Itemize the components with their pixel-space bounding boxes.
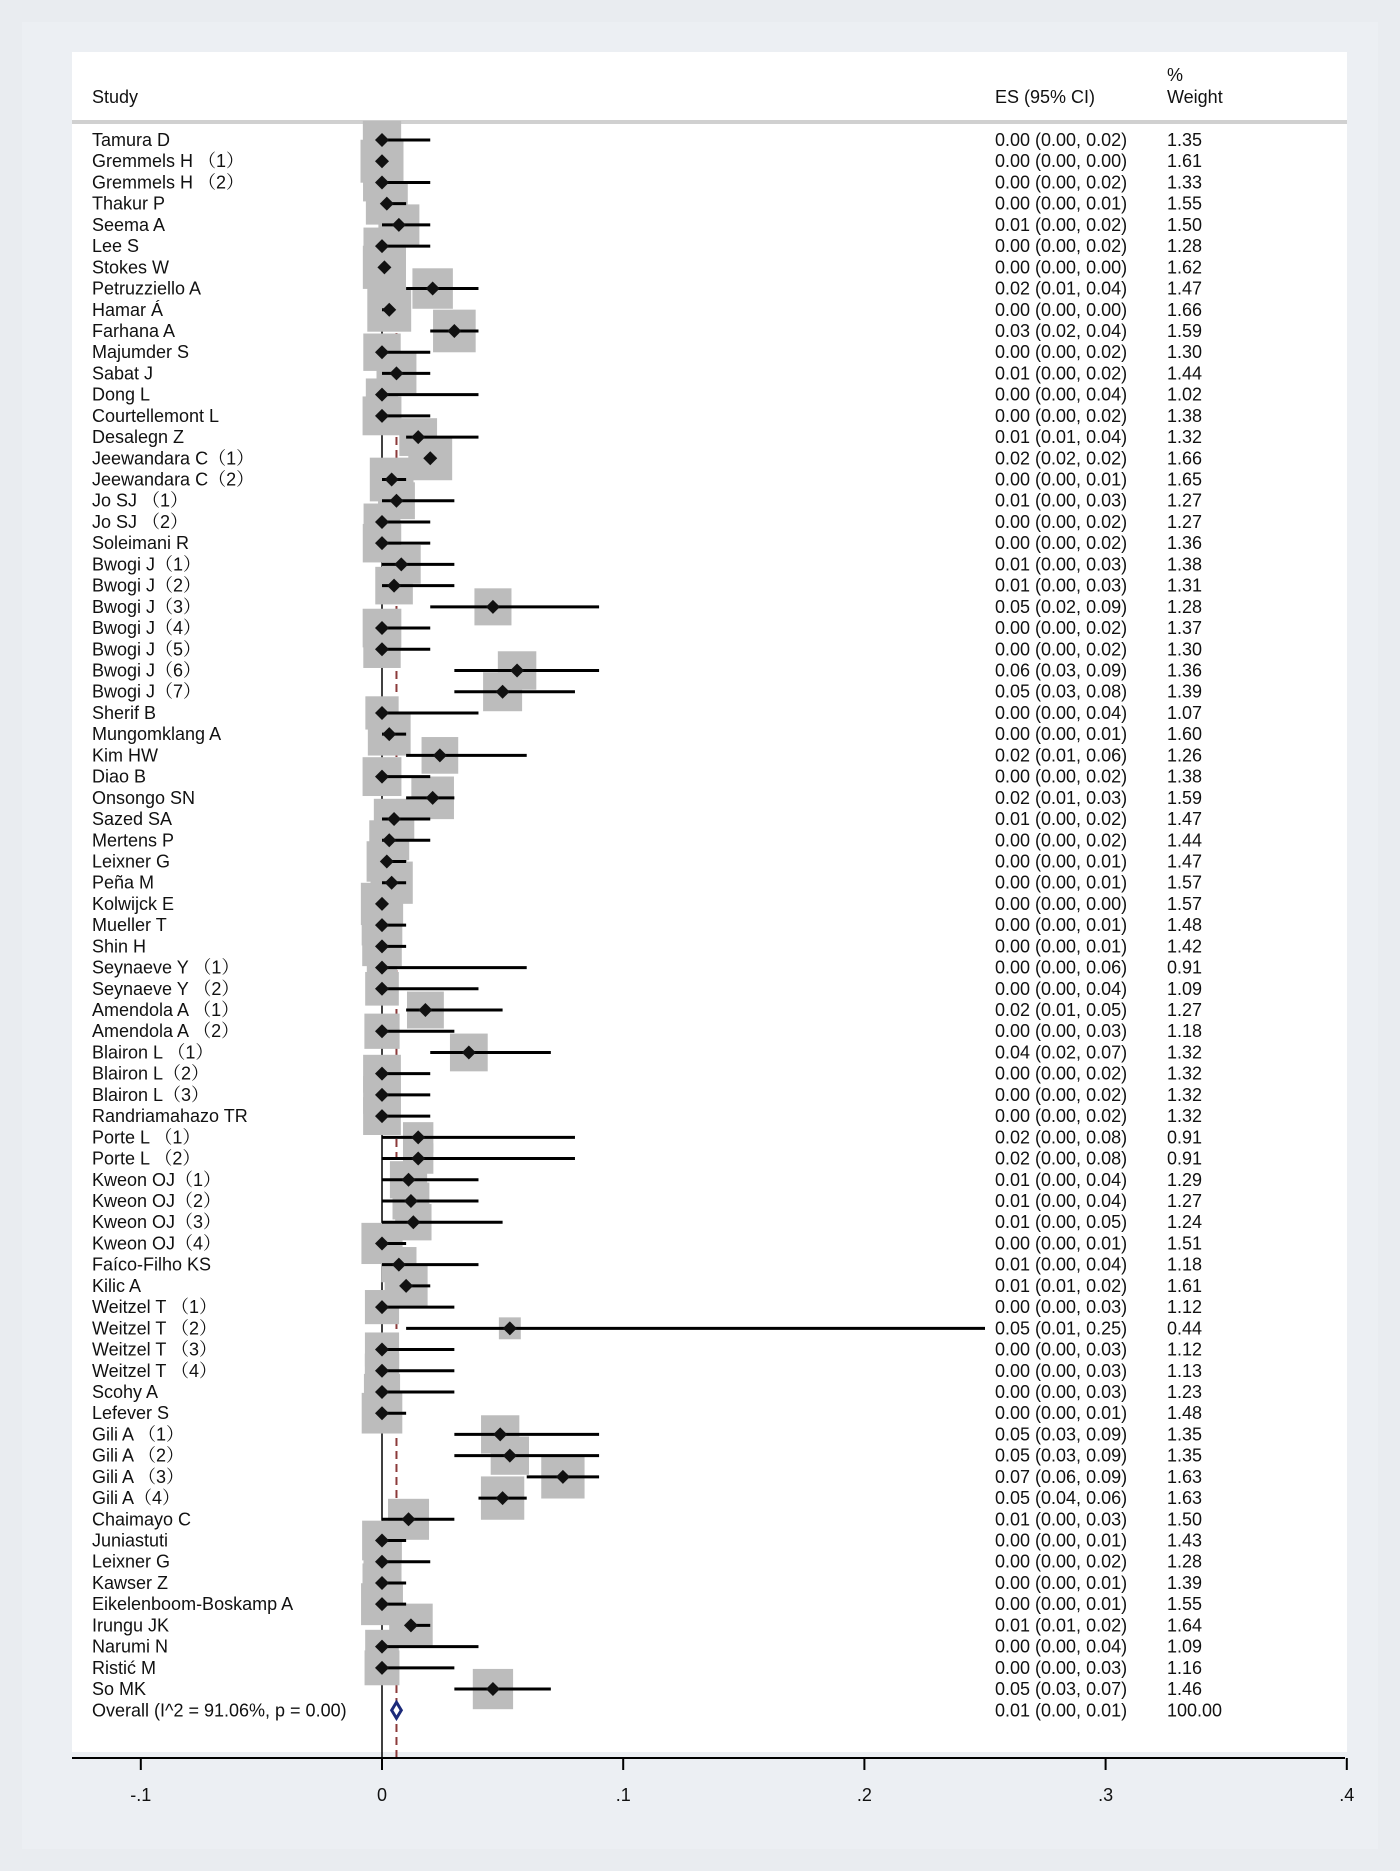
es-ci-text: 0.01 (0.00, 0.03) <box>995 1509 1128 1530</box>
overall-weight-text: 100.00 <box>1167 1700 1223 1721</box>
study-label: Weitzel T （2） <box>92 1318 218 1339</box>
weight-text: 1.27 <box>1167 1191 1203 1211</box>
weight-text: 1.39 <box>1167 681 1203 702</box>
study-label: Ristić M <box>92 1657 156 1678</box>
x-tick-label: .2 <box>856 1785 872 1805</box>
weight-text: 1.48 <box>1167 915 1203 936</box>
weight-text: 1.27 <box>1167 490 1203 511</box>
study-label: Gili A （1） <box>92 1424 185 1445</box>
study-label: Kolwijck E <box>92 893 175 914</box>
weight-text: 1.59 <box>1167 320 1203 341</box>
study-label: Blairon L（3） <box>92 1084 210 1105</box>
es-ci-text: 0.00 (0.00, 0.04) <box>995 1636 1128 1657</box>
study-label: Lefever S <box>92 1403 170 1424</box>
study-label: Weitzel T （1） <box>92 1297 218 1318</box>
header-weight-pct: % <box>1167 65 1184 85</box>
weight-text: 1.48 <box>1167 1403 1203 1424</box>
es-ci-text: 0.00 (0.00, 0.06) <box>995 957 1128 978</box>
weight-text: 1.64 <box>1167 1615 1203 1636</box>
weight-text: 1.31 <box>1167 575 1203 596</box>
es-ci-text: 0.00 (0.00, 0.02) <box>995 405 1128 426</box>
weight-text: 1.09 <box>1167 1636 1203 1657</box>
study-label: Jeewandara C（2） <box>92 469 255 490</box>
x-tick-label: .4 <box>1339 1785 1355 1805</box>
study-label: Bwogi J（7） <box>92 681 202 702</box>
weight-text: 1.12 <box>1167 1297 1203 1318</box>
study-label: Leixner G <box>92 1551 171 1572</box>
es-ci-text: 0.01 (0.00, 0.02) <box>995 214 1128 235</box>
study-label: Kweon OJ（3） <box>92 1212 222 1233</box>
weight-text: 1.57 <box>1167 893 1203 914</box>
weight-text: 1.32 <box>1167 427 1203 448</box>
es-ci-text: 0.04 (0.02, 0.07) <box>995 1042 1128 1063</box>
study-label: Stokes W <box>92 257 170 278</box>
x-axis <box>72 1758 1354 1805</box>
study-label: Thakur P <box>92 193 166 214</box>
study-label: Blairon L （1） <box>92 1042 214 1063</box>
study-label: Chaimayo C <box>92 1509 192 1530</box>
es-ci-text: 0.05 (0.04, 0.06) <box>995 1488 1128 1509</box>
es-ci-text: 0.00 (0.00, 0.00) <box>995 151 1128 172</box>
weight-text: 1.57 <box>1167 872 1203 893</box>
es-ci-text: 0.00 (0.00, 0.01) <box>995 915 1128 936</box>
study-label: Majumder S <box>92 342 190 363</box>
study-label: Lee S <box>92 236 140 257</box>
es-ci-text: 0.00 (0.00, 0.01) <box>995 1233 1128 1254</box>
es-ci-texts <box>995 130 1127 1699</box>
weight-text: 1.13 <box>1167 1360 1203 1381</box>
study-label: Kawser Z <box>92 1572 169 1593</box>
weight-text: 1.36 <box>1167 533 1203 554</box>
study-label: Gili A （3） <box>92 1466 185 1487</box>
study-label: Bwogi J（3） <box>92 596 202 617</box>
weight-text: 1.63 <box>1167 1466 1203 1487</box>
weight-text: 1.32 <box>1167 1042 1203 1063</box>
x-tick-label: -.1 <box>130 1785 152 1805</box>
study-label: Porte L （2） <box>92 1148 201 1169</box>
es-ci-text: 0.00 (0.00, 0.02) <box>995 830 1128 851</box>
es-ci-text: 0.00 (0.00, 0.02) <box>995 639 1128 660</box>
es-ci-text: 0.00 (0.00, 0.01) <box>995 1594 1128 1615</box>
x-tick-label: .3 <box>1098 1785 1114 1805</box>
study-label: Porte L （1） <box>92 1127 201 1148</box>
header-study: Study <box>92 87 139 107</box>
es-ci-text: 0.05 (0.02, 0.09) <box>995 596 1128 617</box>
es-ci-text: 0.00 (0.00, 0.01) <box>995 872 1128 893</box>
study-label: Shin H <box>92 936 147 957</box>
es-ci-text: 0.00 (0.00, 0.00) <box>995 893 1128 914</box>
weight-text: 1.16 <box>1167 1657 1203 1678</box>
es-ci-text: 0.01 (0.01, 0.04) <box>995 427 1128 448</box>
weight-text: 1.43 <box>1167 1530 1203 1551</box>
es-ci-text: 0.05 (0.03, 0.07) <box>995 1679 1128 1700</box>
weight-text: 1.39 <box>1167 1572 1203 1593</box>
es-ci-text: 0.05 (0.03, 0.09) <box>995 1424 1128 1445</box>
study-label: Gremmels H （1） <box>92 151 245 172</box>
study-label: Kweon OJ（2） <box>92 1191 222 1211</box>
es-ci-text: 0.00 (0.00, 0.01) <box>995 193 1128 214</box>
study-label: Soleimani R <box>92 533 190 554</box>
weight-text: 1.33 <box>1167 172 1203 193</box>
weight-text: 1.38 <box>1167 554 1203 575</box>
study-label: Gili A（4） <box>92 1488 181 1509</box>
es-ci-text: 0.03 (0.02, 0.04) <box>995 320 1128 341</box>
study-label: Bwogi J（5） <box>92 639 202 660</box>
study-label: Gili A （2） <box>92 1445 185 1466</box>
es-ci-text: 0.02 (0.02, 0.02) <box>995 448 1128 469</box>
es-ci-text: 0.00 (0.00, 0.02) <box>995 1063 1128 1084</box>
es-ci-text: 0.02 (0.00, 0.08) <box>995 1127 1128 1148</box>
es-ci-text: 0.01 (0.01, 0.02) <box>995 1275 1128 1296</box>
study-label: Kilic A <box>92 1275 142 1296</box>
weight-text: 1.26 <box>1167 745 1203 766</box>
es-ci-text: 0.00 (0.00, 0.00) <box>995 257 1128 278</box>
study-label: Kweon OJ（1） <box>92 1169 222 1190</box>
es-ci-text: 0.00 (0.00, 0.03) <box>995 1657 1128 1678</box>
weight-text: 1.55 <box>1167 193 1203 214</box>
weight-text: 1.27 <box>1167 1000 1203 1021</box>
es-ci-text: 0.00 (0.00, 0.01) <box>995 1530 1128 1551</box>
study-label: Bwogi J（1） <box>92 554 202 575</box>
weight-text: 1.02 <box>1167 384 1203 405</box>
weight-text: 1.50 <box>1167 1509 1203 1530</box>
study-label: Irungu JK <box>92 1615 170 1636</box>
study-label: Blairon L（2） <box>92 1063 210 1084</box>
es-ci-text: 0.00 (0.00, 0.02) <box>995 1084 1128 1105</box>
weight-text: 1.59 <box>1167 787 1203 808</box>
weight-text: 0.91 <box>1167 1148 1203 1169</box>
es-ci-text: 0.00 (0.00, 0.01) <box>995 936 1128 957</box>
study-label: Desalegn Z <box>92 427 185 448</box>
weight-text: 1.07 <box>1167 702 1203 723</box>
study-label: Bwogi J（2） <box>92 575 202 596</box>
es-ci-text: 0.02 (0.01, 0.04) <box>995 278 1128 299</box>
study-label: Mertens P <box>92 830 175 851</box>
weight-text: 1.09 <box>1167 978 1203 999</box>
es-ci-text: 0.00 (0.00, 0.01) <box>995 851 1128 872</box>
weight-text: 1.28 <box>1167 596 1203 617</box>
weight-text: 1.24 <box>1167 1212 1203 1233</box>
weight-text: 1.30 <box>1167 639 1203 660</box>
study-label: Leixner G <box>92 851 171 872</box>
x-tick-label: .1 <box>615 1785 631 1805</box>
es-ci-text: 0.00 (0.00, 0.01) <box>995 1572 1128 1593</box>
es-ci-text: 0.02 (0.01, 0.05) <box>995 1000 1128 1021</box>
study-label: Scohy A <box>92 1381 159 1402</box>
study-label: Weitzel T （3） <box>92 1339 218 1360</box>
study-label: Bwogi J（6） <box>92 660 202 681</box>
es-ci-text: 0.00 (0.00, 0.02) <box>995 511 1128 532</box>
study-label: Weitzel T （4） <box>92 1360 218 1381</box>
weight-text: 1.47 <box>1167 278 1203 299</box>
study-label: Courtellemont L <box>92 405 220 426</box>
weight-text: 1.35 <box>1167 130 1203 150</box>
weight-text: 1.55 <box>1167 1594 1203 1615</box>
weight-text: 1.65 <box>1167 469 1203 490</box>
weight-text: 1.66 <box>1167 448 1203 469</box>
es-ci-text: 0.07 (0.06, 0.09) <box>995 1466 1128 1487</box>
weight-text: 1.23 <box>1167 1381 1203 1402</box>
study-label: Peña M <box>92 872 155 893</box>
weight-text: 1.47 <box>1167 809 1203 830</box>
es-ci-text: 0.00 (0.00, 0.02) <box>995 1106 1128 1127</box>
es-ci-text: 0.01 (0.00, 0.03) <box>995 490 1128 511</box>
weight-text: 1.30 <box>1167 342 1203 363</box>
es-ci-text: 0.05 (0.03, 0.08) <box>995 681 1128 702</box>
es-ci-text: 0.02 (0.01, 0.06) <box>995 745 1128 766</box>
es-ci-text: 0.00 (0.00, 0.02) <box>995 172 1128 193</box>
weight-text: 1.66 <box>1167 299 1203 320</box>
study-label: Amendola A （1） <box>92 1000 240 1021</box>
study-label: Onsongo SN <box>92 787 196 808</box>
weight-text: 1.12 <box>1167 1339 1203 1360</box>
es-ci-text: 0.02 (0.00, 0.08) <box>995 1148 1128 1169</box>
weight-text: 1.18 <box>1167 1021 1203 1042</box>
weight-text: 1.62 <box>1167 257 1203 278</box>
es-ci-text: 0.01 (0.00, 0.02) <box>995 363 1128 384</box>
study-label: Sabat J <box>92 363 154 384</box>
es-ci-text: 0.00 (0.00, 0.02) <box>995 766 1128 787</box>
es-ci-text: 0.01 (0.00, 0.04) <box>995 1169 1128 1190</box>
es-ci-text: 0.06 (0.03, 0.09) <box>995 660 1128 681</box>
weight-text: 1.27 <box>1167 511 1203 532</box>
weight-text: 1.63 <box>1167 1488 1203 1509</box>
es-ci-text: 0.00 (0.00, 0.03) <box>995 1360 1128 1381</box>
study-label: Seema A <box>92 214 166 235</box>
study-label: Jeewandara C（1） <box>92 448 255 469</box>
study-label: Amendola A （2） <box>92 1021 240 1042</box>
weight-text: 1.51 <box>1167 1233 1203 1254</box>
es-ci-text: 0.00 (0.00, 0.01) <box>995 724 1128 745</box>
study-label: Seynaeve Y （2） <box>92 978 240 999</box>
es-ci-text: 0.01 (0.00, 0.03) <box>995 554 1128 575</box>
weight-text: 1.60 <box>1167 724 1203 745</box>
study-label: Eikelenboom-Boskamp A <box>92 1594 294 1615</box>
es-ci-text: 0.00 (0.00, 0.03) <box>995 1339 1128 1360</box>
weight-text: 1.47 <box>1167 851 1203 872</box>
study-label: So MK <box>92 1679 147 1700</box>
weight-text: 1.37 <box>1167 618 1203 639</box>
weight-text: 0.91 <box>1167 1127 1203 1148</box>
study-label: Jo SJ （1） <box>92 490 189 511</box>
es-ci-text: 0.00 (0.00, 0.03) <box>995 1021 1128 1042</box>
study-label: Randriamahazo TR <box>92 1106 248 1127</box>
weight-text: 1.18 <box>1167 1254 1203 1275</box>
study-label: Farhana A <box>92 320 176 341</box>
weight-text: 1.50 <box>1167 214 1203 235</box>
weight-text: 1.46 <box>1167 1679 1203 1700</box>
es-ci-text: 0.00 (0.00, 0.04) <box>995 384 1128 405</box>
weight-text: 0.44 <box>1167 1318 1203 1339</box>
study-label: Juniastuti <box>92 1530 169 1551</box>
weight-text: 1.42 <box>1167 936 1203 957</box>
overall-es-text: 0.01 (0.00, 0.01) <box>995 1700 1128 1721</box>
study-label: Jo SJ （2） <box>92 511 189 532</box>
x-tick-label: 0 <box>376 1785 388 1805</box>
es-ci-text: 0.00 (0.00, 0.00) <box>995 299 1128 320</box>
es-ci-text: 0.00 (0.00, 0.02) <box>995 618 1128 639</box>
es-ci-text: 0.00 (0.00, 0.04) <box>995 978 1128 999</box>
es-ci-text: 0.00 (0.00, 0.01) <box>995 1403 1128 1424</box>
es-ci-text: 0.05 (0.03, 0.09) <box>995 1445 1128 1466</box>
study-label: Petruzziello A <box>92 278 202 299</box>
plot-panel <box>72 52 1347 1752</box>
weight-text: 1.35 <box>1167 1424 1203 1445</box>
study-label: Sazed SA <box>92 809 173 830</box>
es-ci-text: 0.01 (0.01, 0.02) <box>995 1615 1128 1636</box>
weight-text: 1.36 <box>1167 660 1203 681</box>
weight-text: 1.38 <box>1167 766 1203 787</box>
study-label: Tamura D <box>92 130 171 150</box>
weight-text: 1.32 <box>1167 1084 1203 1105</box>
es-ci-text: 0.01 (0.00, 0.04) <box>995 1254 1128 1275</box>
weight-text: 1.28 <box>1167 1551 1203 1572</box>
study-label: Dong L <box>92 384 151 405</box>
study-label: Diao B <box>92 766 147 787</box>
study-label: Faíco-Filho KS <box>92 1254 212 1275</box>
weight-text: 1.44 <box>1167 830 1203 851</box>
study-label: Narumi N <box>92 1636 169 1657</box>
es-ci-text: 0.01 (0.00, 0.04) <box>995 1191 1128 1211</box>
weight-text: 1.61 <box>1167 151 1203 172</box>
es-ci-text: 0.00 (0.00, 0.01) <box>995 469 1128 490</box>
es-ci-text: 0.01 (0.00, 0.02) <box>995 809 1128 830</box>
weight-text: 0.91 <box>1167 957 1203 978</box>
weight-text: 1.32 <box>1167 1106 1203 1127</box>
es-ci-text: 0.00 (0.00, 0.02) <box>995 130 1128 150</box>
weight-text: 1.28 <box>1167 236 1203 257</box>
es-ci-text: 0.02 (0.01, 0.03) <box>995 787 1128 808</box>
es-ci-text: 0.05 (0.01, 0.25) <box>995 1318 1128 1339</box>
weight-text: 1.35 <box>1167 1445 1203 1466</box>
overall-label: Overall (I^2 = 91.06%, p = 0.00) <box>92 1700 347 1721</box>
es-ci-text: 0.00 (0.00, 0.02) <box>995 533 1128 554</box>
weight-texts <box>1167 130 1202 1699</box>
study-label: Mungomklang A <box>92 724 222 745</box>
study-label: Kweon OJ（4） <box>92 1233 222 1254</box>
es-ci-text: 0.01 (0.00, 0.05) <box>995 1212 1128 1233</box>
study-label: Gremmels H （2） <box>92 172 245 193</box>
study-label: Bwogi J（4） <box>92 618 202 639</box>
es-ci-text: 0.00 (0.00, 0.02) <box>995 236 1128 257</box>
es-ci-text: 0.00 (0.00, 0.03) <box>995 1381 1128 1402</box>
weight-text: 1.38 <box>1167 405 1203 426</box>
study-label: Hamar Á <box>92 299 164 320</box>
weight-text: 1.32 <box>1167 1063 1203 1084</box>
study-label: Mueller T <box>92 915 167 936</box>
study-label: Kim HW <box>92 745 158 766</box>
es-ci-text: 0.00 (0.00, 0.02) <box>995 1551 1128 1572</box>
study-label: Sherif B <box>92 702 157 723</box>
weight-text: 1.44 <box>1167 363 1203 384</box>
study-label: Seynaeve Y （1） <box>92 957 240 978</box>
es-ci-text: 0.00 (0.00, 0.03) <box>995 1297 1128 1318</box>
es-ci-text: 0.00 (0.00, 0.04) <box>995 702 1128 723</box>
weight-text: 1.29 <box>1167 1169 1203 1190</box>
header-rule <box>72 120 1347 124</box>
es-ci-text: 0.00 (0.00, 0.02) <box>995 342 1128 363</box>
header-es: ES (95% CI) <box>995 87 1096 107</box>
header-weight: Weight <box>1167 87 1223 107</box>
es-ci-text: 0.01 (0.00, 0.03) <box>995 575 1128 596</box>
weight-text: 1.61 <box>1167 1275 1203 1296</box>
